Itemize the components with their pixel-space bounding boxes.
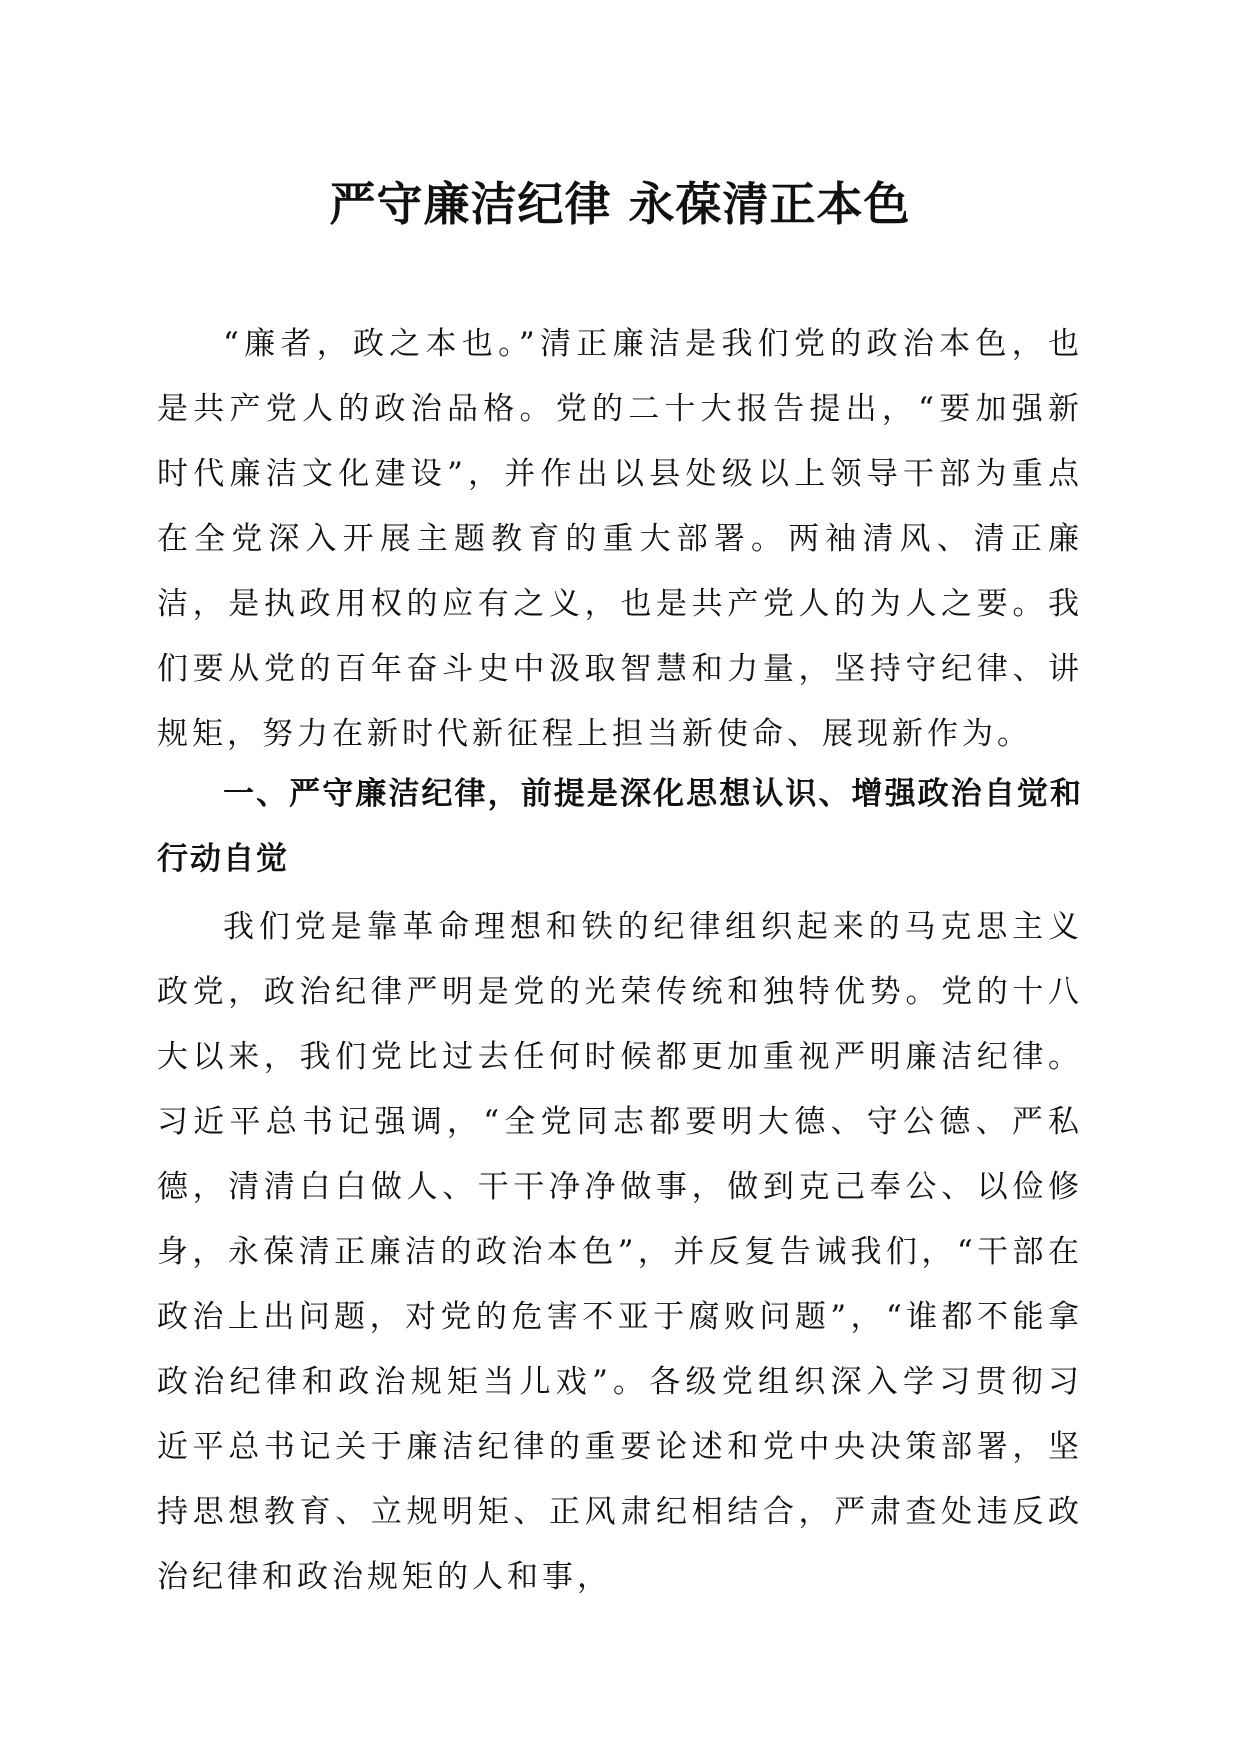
document-title: 严守廉洁纪律 永葆清正本色 — [329, 177, 911, 231]
intro-paragraph: “廉者，政之本也。”清正廉洁是我们党的政治本色，也是共产党人的政治品格。党的二十大报告提出，“要加强新时代廉洁文化建设”，并作出以县处级以上领导干部为重点在全党深入开展主题教育的重大部署。两袖清风、清正廉洁，是执政用权的应有之义，也是共产党人的为人之要。我们要从党的百年奋斗史中汲取智慧和力量，坚持守纪律、讲规矩，努力在新时代新征程上担当新使命、展现新作为。 — [157, 326, 1083, 752]
section-paragraph: 我们党是靠革命理想和铁的纪律组织起来的马克思主义政党，政治纪律严明是党的光荣传统和独特优势。党的十八大以来，我们党比过去任何时候都更加重视严明廉洁纪律。习近平总书记强调，“全党同志都要明大德、守公德、严私德，清清白白做人、干干净净做事，做到克己奉公、以俭修身，永葆清正廉洁的政治本色”，并反复告诫我们，“干部在政治上出问题，对党的危害不亚于腐败问题”，“谁都不能拿政治纪律和政治规矩当儿戏”。各级党组织深入学习贯彻习近平总书记关于廉洁纪律的重要论述和党中央决策部署，坚持思想教育、立规明矩、正风肃纪相结合，严肃查处违反政治纪律和政治规矩的人和事， — [157, 909, 1083, 1595]
section-heading: 一、严守廉洁纪律，前提是深化思想认识、增强政治自觉和行动自觉 — [157, 776, 1083, 877]
